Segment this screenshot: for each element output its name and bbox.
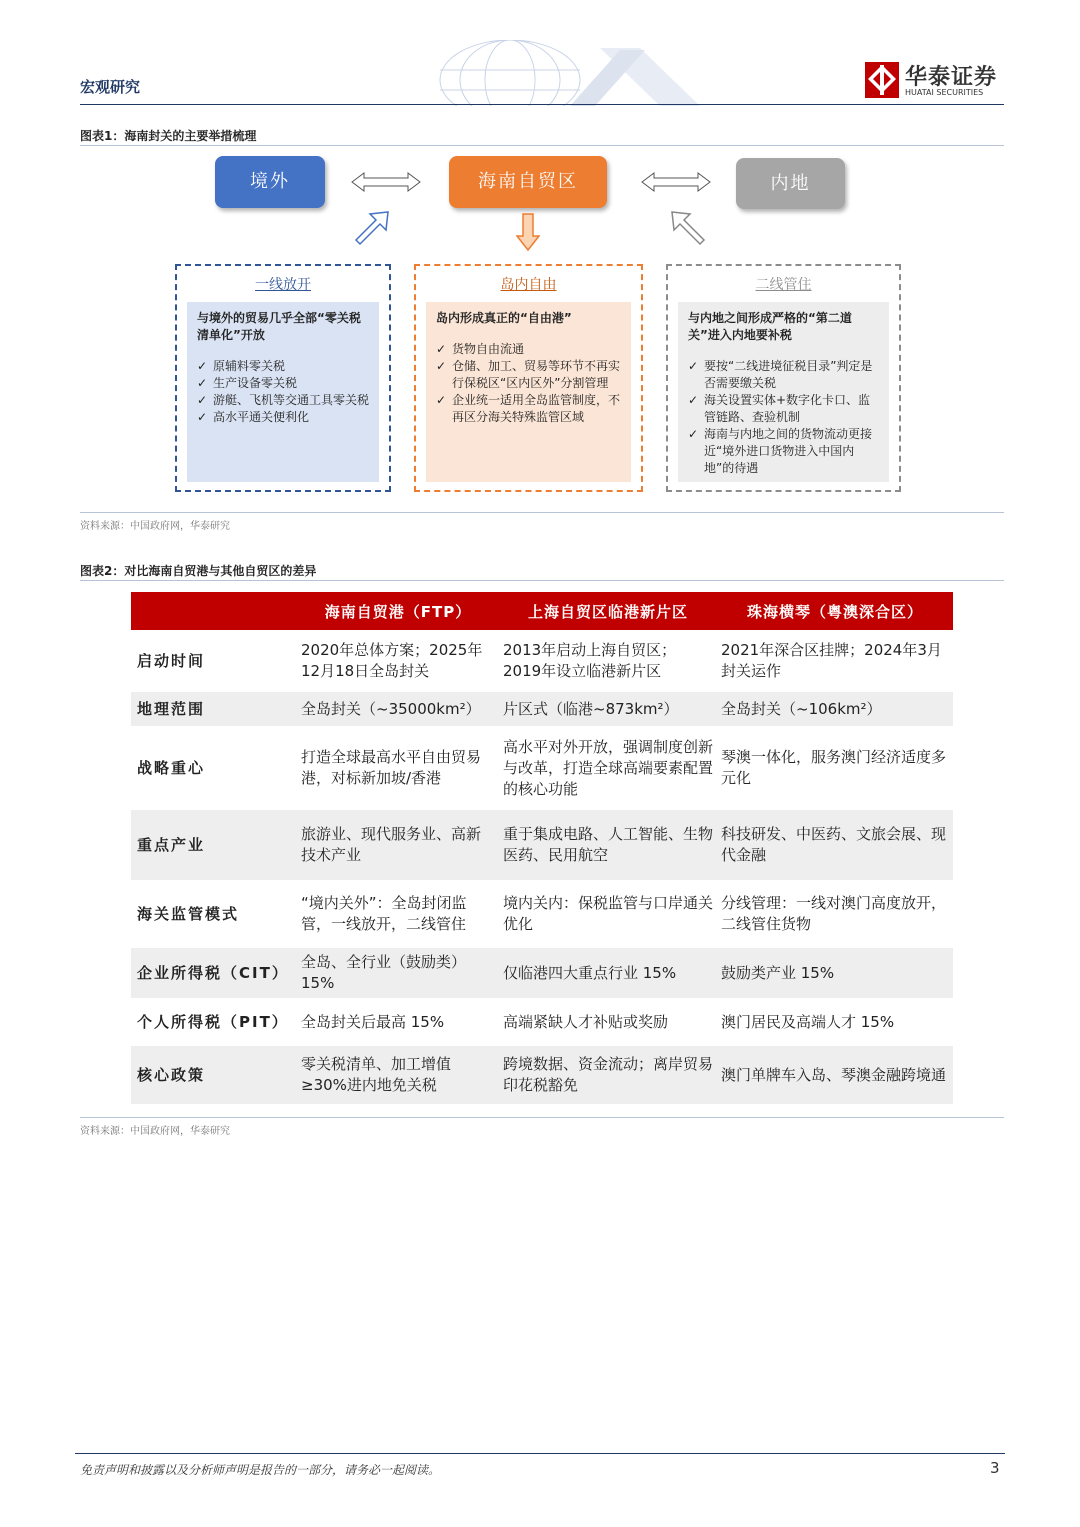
table-cell: 旅游业、现代服务业、高新技术产业 [297,810,499,880]
arrow-up-right-icon [352,210,390,246]
comparison-table [131,592,953,1104]
checkmark-icon: ✓ [197,376,208,390]
row-label: 启动时间 [137,651,206,670]
panel-second-line-lead: 与内地之间形成严格的“第二道关”进入内地要补税 [688,311,852,342]
box-overseas: 境外 [215,156,325,208]
table-cell: 澳门单牌车入岛、琴澳金融跨境通 [717,1046,953,1104]
table-cell: 全岛封关（~106km²） [717,692,953,726]
figure2-bottom-divider [80,1117,1004,1118]
column-header: 上海自贸区临港新片区 [499,592,717,630]
list-item: ✓ 海南与内地之间的货物流动更接近“境外进口货物进入中国内地”的待遇 [688,427,873,475]
table-cell: 全岛、全行业（鼓励类）15% [297,948,499,998]
table-row [131,1046,953,1104]
table-cell: 跨境数据、资金流动；离岸贸易印花税豁免 [499,1046,717,1104]
table-cell: 分线管理：一线对澳门高度放开，二线管住货物 [721,894,947,933]
row-label: 核心政策 [131,1046,297,1104]
table-cell: 打造全球最高水平自由贸易港，对标新加坡/香港 [301,748,482,787]
footer-disclaimer: 免责声明和披露以及分析师声明是报告的一部分，请务必一起阅读。 [80,1463,441,1477]
panel-first-line-body [187,302,379,482]
double-arrow-right-icon [640,170,712,194]
panel-first-line-lead: 与境外的贸易几乎全部“零关税清单化”开放 [197,311,361,342]
table-row [131,726,953,810]
panel-second-line-title: 二线管住 [755,277,812,293]
panel-first-line-title: 一线放开 [255,277,311,293]
table-cell: 2021年深合区挂牌；2024年3月封关运作 [721,641,942,680]
figure2-caption-divider [80,580,1004,581]
list-item: ✓ 高水平通关便利化 [197,410,310,424]
brand-logo [865,62,1005,98]
list-item: ✓ 要按“二线进境征税目录”判定是否需要缴关税 [688,359,873,390]
header-divider [80,104,1004,105]
figure1-caption: 图表1：海南封关的主要举措梳理 [80,129,257,143]
table-cell: “境内关外”：全岛封闭监管，一线放开，二线管住 [301,894,467,933]
figure1-source: 资料来源：中国政府网，华泰研究 [80,521,230,532]
panel-island-free-title: 岛内自由 [500,277,557,293]
checkmark-icon: ✓ [688,427,699,441]
table-cell: 鼓励类产业 15% [717,948,953,998]
checkmark-icon: ✓ [197,410,208,424]
panel-second-line [666,264,901,492]
table-cell: 零关税清单、加工增值≥30%进内地免关税 [297,1046,499,1104]
row-label: 海关监管模式 [137,904,240,923]
checkmark-icon: ✓ [197,359,208,373]
double-arrow-left-icon [350,170,422,194]
table-cell: 片区式（临港~873km²） [499,692,717,726]
page-number: 3 [990,1459,1000,1477]
list-item: ✓ 游艇、飞机等交通工具零关税 [197,393,370,407]
table-cell: 高水平对外开放，强调制度创新与改革，打造全球高端要素配置的核心功能 [503,737,714,798]
table-cell: 仅临港四大重点行业 15% [499,948,717,998]
list-item: ✓ 货物自由流通 [436,342,525,356]
checkmark-icon: ✓ [436,393,447,407]
figure1-bottom-divider [80,512,1004,513]
table-cell: 澳门居民及高端人才 15% [721,1012,895,1031]
list-item: ✓ 海关设置实体+数字化卡口、监管链路、查验机制 [688,393,871,424]
table-cell: 2013年启动上海自贸区；2019年设立临港新片区 [503,641,677,680]
row-label: 战略重心 [137,758,206,777]
column-header: 珠海横琴（粤澳深合区） [717,592,953,630]
table-row [131,880,953,948]
table-cell: 高端紧缺人才补贴或奖励 [503,1012,669,1031]
table-row [131,810,953,880]
panel-first-line [175,264,391,492]
arrow-up-left-icon [670,210,708,246]
row-label: 企业所得税（CIT） [131,948,297,998]
table-header-row [131,592,953,630]
row-label: 地理范围 [131,692,297,726]
panel-second-line-body [678,302,889,482]
header-decoration [410,40,710,106]
box-mainland: 内地 [736,158,845,209]
table-row [131,998,953,1046]
table-cell: 重于集成电路、人工智能、生物医药、民用航空 [499,810,717,880]
arrow-down-icon [516,212,540,252]
figure2-source: 资料来源：中国政府网，华泰研究 [80,1126,230,1137]
box-hainan: 海南自贸区 [449,156,607,208]
panel-island-free [414,264,643,492]
list-item: ✓ 原辅料零关税 [197,359,286,373]
table-row [131,630,953,692]
brand-name-en: HUATAI SECURITIES [905,88,984,97]
figure2-caption: 图表2：对比海南自贸港与其他自贸区的差异 [80,564,317,578]
column-header: 海南自贸港（FTP） [297,592,499,630]
checkmark-icon: ✓ [436,359,447,373]
panel-island-free-lead: 岛内形成真正的“自由港” [436,311,572,325]
huatai-logo-icon [865,62,899,98]
list-item: ✓ 生产设备零关税 [197,376,298,390]
footer-divider [75,1453,1005,1454]
row-label: 重点产业 [131,810,297,880]
column-header [131,592,297,630]
figure1-caption-divider [80,145,1004,146]
list-item: ✓ 仓储、加工、贸易等环节不再实行保税区“区内区外”分割管理 [436,359,621,390]
table-cell: 琴澳一体化，服务澳门经济适度多元化 [721,748,947,787]
table-cell: 全岛封关后最高 15% [301,1012,445,1031]
brand-name-cn: 华泰证券 [905,65,998,90]
table-cell: 全岛封关（~35000km²） [297,692,499,726]
checkmark-icon: ✓ [688,393,699,407]
table-cell: 境内关内：保税监管与口岸通关优化 [503,894,714,933]
checkmark-icon: ✓ [197,393,208,407]
checkmark-icon: ✓ [688,359,699,373]
checkmark-icon: ✓ [436,342,447,356]
table-row [131,948,953,998]
table-row [131,692,953,726]
table-cell: 2020年总体方案；2025年12月18日全岛封关 [301,641,483,680]
row-label: 个人所得税（PIT） [137,1012,289,1031]
list-item: ✓ 企业统一适用全岛监管制度，不再区分海关特殊监管区域 [436,393,621,424]
panel-island-free-body [426,302,631,482]
section-title: 宏观研究 [80,78,141,96]
table-cell: 科技研发、中医药、文旅会展、现代金融 [717,810,953,880]
